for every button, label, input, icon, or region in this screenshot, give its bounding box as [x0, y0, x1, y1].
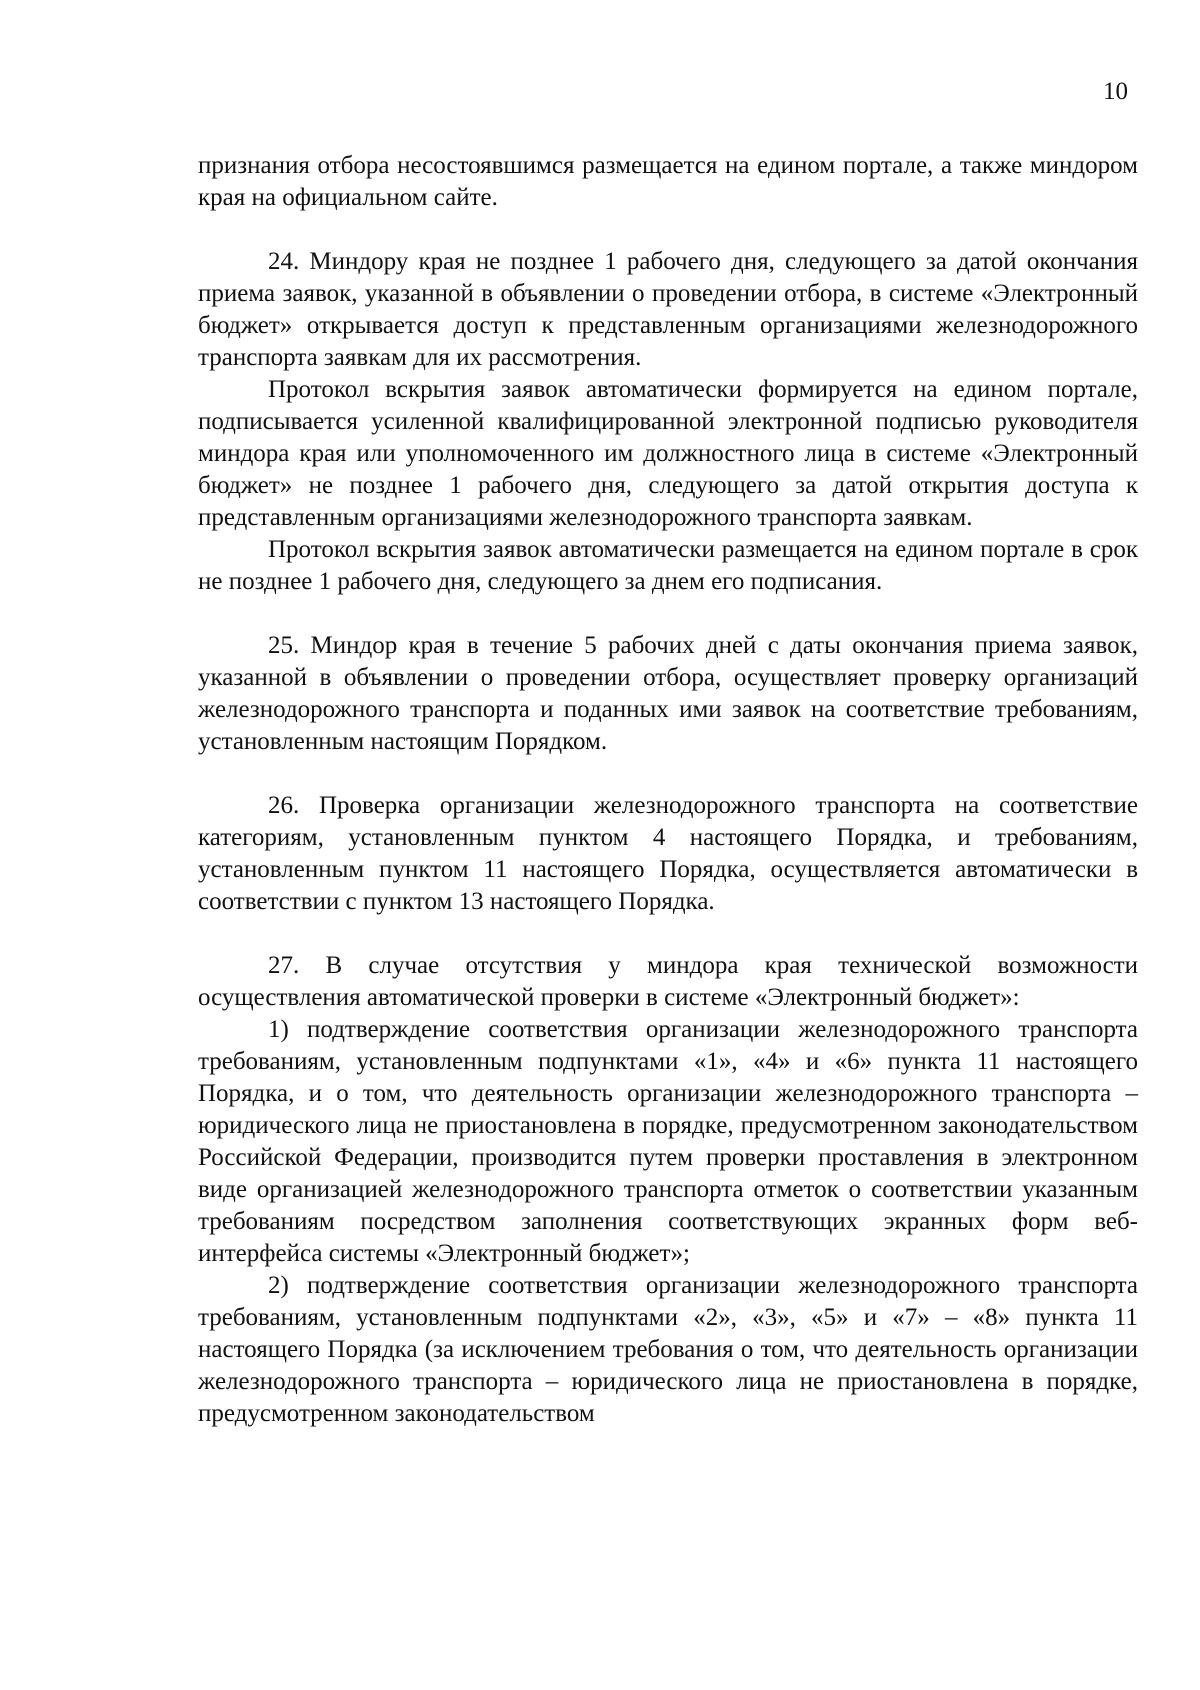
- paragraph-subitem-1: 1) подтверждение соответствия организации железнодорожного транспорта требованиям, установленным подпунктами «1», «4» и «6» пункта 11 настоящего Порядка, и о том, что деятельность организации железнодорожного транспорта – юридического лица не приостановлена в порядке, предусмотренном законодательством Российской Федерации, производится путем проверки проставления в электронном виде организацией железнодорожного транспорта отметок о соответствии указанным требованиям посредством заполнения соответствующих экранных форм веб-интерфейса системы «Электронный бюджет»;: [198, 1016, 1138, 1267]
- paragraph-item-27: 27. В случае отсутствия у миндора края технической возможности осуществления автоматической проверки в системе «Электронный бюджет»:: [198, 952, 1138, 1011]
- document-body: [198, 150, 1138, 1430]
- paragraph-protocol-formation: Протокол вскрытия заявок автоматически формируется на едином портале, подписывается усиленной квалифицированной электронной подписью руководителя миндора края или уполномоченного им должностного лица в системе «Электронный бюджет» не позднее 1 рабочего дня, следующего за датой открытия доступа к представленным организациями железнодорожного транспорта заявкам.: [198, 376, 1138, 531]
- paragraph-protocol-publication: Протокол вскрытия заявок автоматически размещается на едином портале в срок не позднее 1 рабочего дня, следующего за днем его подписания.: [198, 536, 1138, 595]
- paragraph-item-24: 24. Миндору края не позднее 1 рабочего дня, следующего за датой окончания приема заявок, указанной в объявлении о проведении отбора, в системе «Электронный бюджет» открывается доступ к представленным организациями железнодорожного транспорта заявкам для их рассмотрения.: [198, 248, 1138, 371]
- paragraph-subitem-2: 2) подтверждение соответствия организации железнодорожного транспорта требованиям, установленным подпунктами «2», «3», «5» и «7» – «8» пункта 11 настоящего Порядка (за исключением требования о том, что деятельность организации железнодорожного транспорта – юридического лица не приостановлена в порядке, предусмотренном законодательством: [198, 1272, 1138, 1427]
- paragraph-item-25: 25. Миндор края в течение 5 рабочих дней с даты окончания приема заявок, указанной в объявлении о проведении отбора, осуществляет проверку организаций железнодорожного транспорта и поданных ими заявок на соответствие требованиям, установленным настоящим Порядком.: [198, 632, 1138, 755]
- paragraph-item-26: 26. Проверка организации железнодорожного транспорта на соответствие категориям, установленным пунктом 4 настоящего Порядка, и требованиям, установленным пунктом 11 настоящего Порядка, осуществляется автоматически в соответствии с пунктом 13 настоящего Порядка.: [198, 792, 1138, 915]
- paragraph-continuation: признания отбора несостоявшимся размещается на едином портале, а также миндором края на официальном сайте.: [198, 152, 1138, 211]
- page-number: 10: [1103, 78, 1128, 105]
